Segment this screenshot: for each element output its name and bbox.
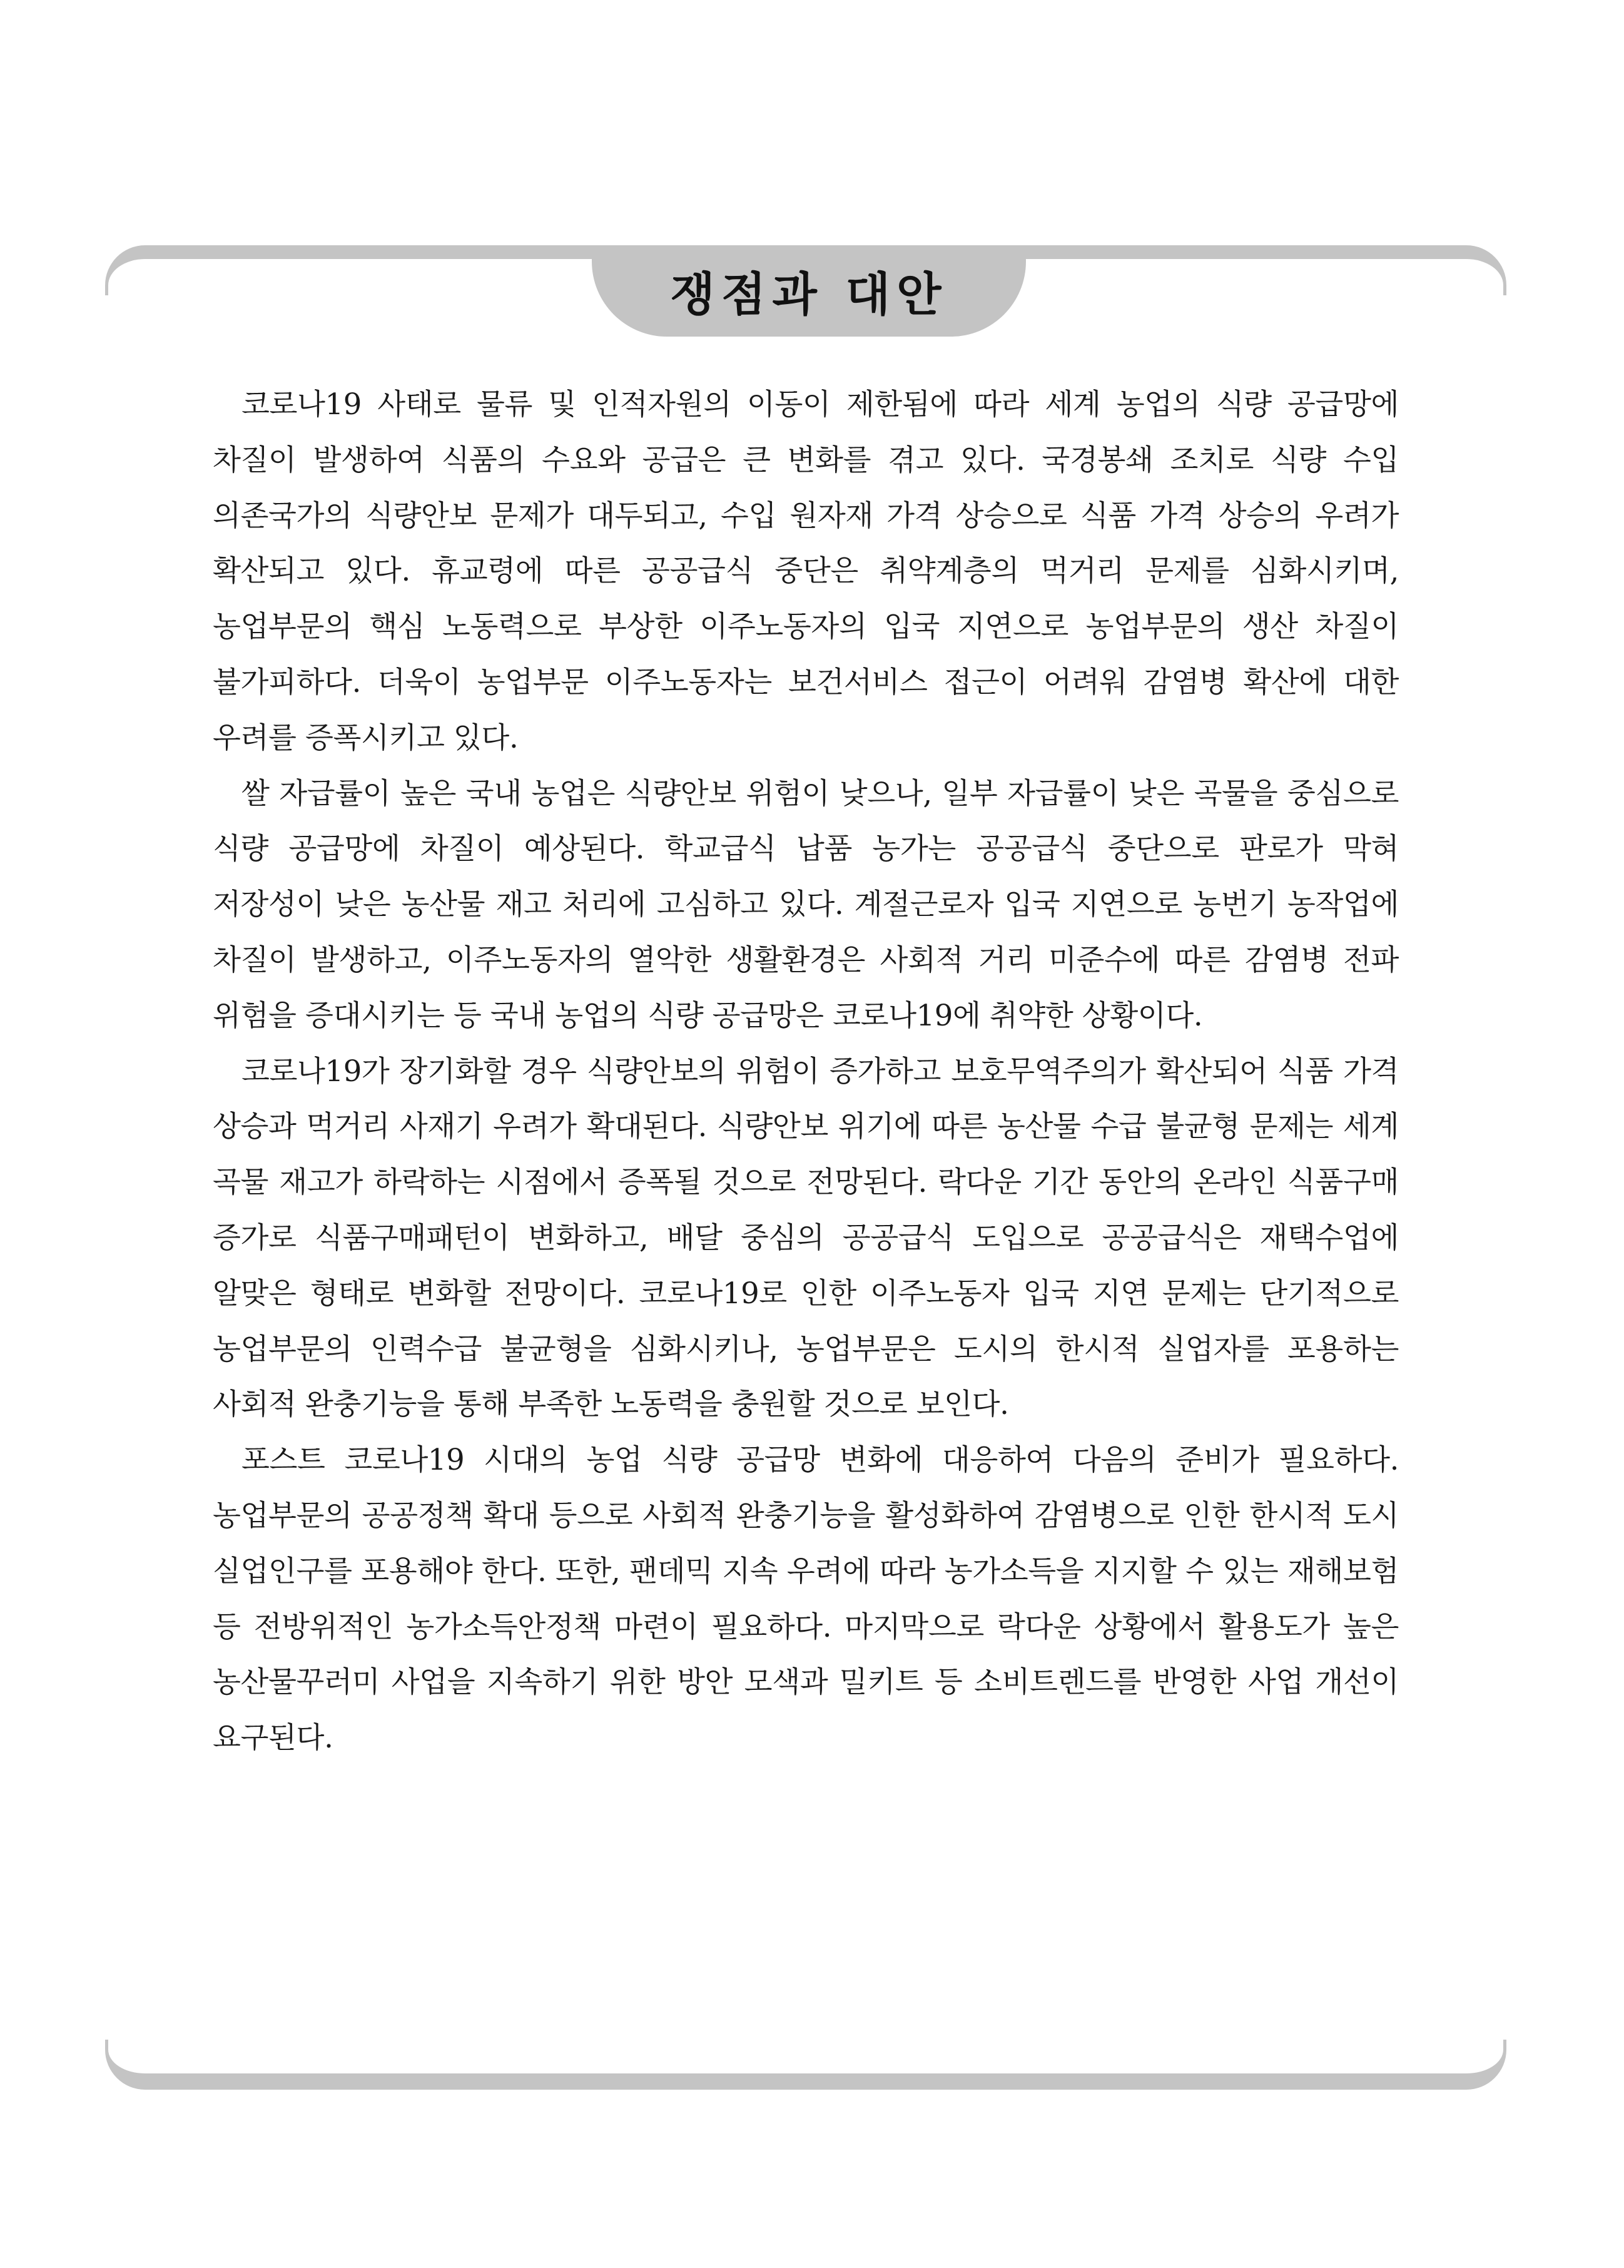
frame-bottom-border <box>105 2040 1506 2090</box>
section-title: 쟁점과 대안 <box>670 268 948 322</box>
section-title-tab <box>592 245 1026 337</box>
paragraph-4: 포스트 코로나19 시대의 농업 식량 공급망 변화에 대응하여 다음의 준비가 필요하다. 농업부문의 공공정책 확대 등으로 사회적 완충기능을 활성화하여 감염병으로 인한 한시적 도시 실업인구를 포용해야 한다. 또한, 팬데믹 지속 우려에 따라 농가소득을 지지할 수 있는 재해보험 등 전방위적인 농가소득안정책 마련이 필요하다. 마지막으로 락다운 상황에서 활용도가 높은 농산물꾸러미 사업을 지속하기 위한 방안 모색과 밀키트 등 소비트렌드를 반영한 사업 개선이 요구된다. <box>213 1443 1399 1755</box>
section-frame <box>105 245 1506 2090</box>
paragraph-3: 코로나19가 장기화할 경우 식량안보의 위험이 증가하고 보호무역주의가 확산되어 식품 가격 상승과 먹거리 사재기 우려가 확대된다. 식량안보 위기에 따른 농산물 수급 불균형 문제는 세계 곡물 재고가 하락하는 시점에서 증폭될 것으로 전망된다. 락다운 기간 동안의 온라인 식품구매 증가로 식품구매패턴이 변화하고, 배달 중심의 공공급식 도입으로 공공급식은 재택수업에 알맞은 형태로 변화할 전망이다. 코로나19로 인한 이주노동자 입국 지연 문제는 단기적으로 농업부문의 인력수급 불균형을 심화시키나, 농업부문은 도시의 한시적 실업자를 포용하는 사회적 완충기능을 통해 부족한 노동력을 충원할 것으로 보인다. <box>213 1054 1399 1421</box>
paragraph-1: 코로나19 사태로 물류 및 인적자원의 이동이 제한됨에 따라 세계 농업의 식량 공급망에 차질이 발생하여 식품의 수요와 공급은 큰 변화를 겪고 있다. 국경봉쇄 조치로 식량 수입 의존국가의 식량안보 문제가 대두되고, 수입 원자재 가격 상승으로 식품 가격 상승의 우려가 확산되고 있다. 휴교령에 따른 공공급식 중단은 취약계층의 먹거리 문제를 심화시키며, 농업부문의 핵심 노동력으로 부상한 이주노동자의 입국 지연으로 농업부문의 생산 차질이 불가피하다. 더욱이 농업부문 이주노동자는 보건서비스 접근이 어려워 감염병 확산에 대한 우려를 증폭시키고 있다. <box>213 387 1399 755</box>
paragraph-2: 쌀 자급률이 높은 국내 농업은 식량안보 위험이 낮으나, 일부 자급률이 낮은 곡물을 중심으로 식량 공급망에 차질이 예상된다. 학교급식 납품 농가는 공공급식 중단으로 판로가 막혀 저장성이 낮은 농산물 재고 처리에 고심하고 있다. 계절근로자 입국 지연으로 농번기 농작업에 차질이 발생하고, 이주노동자의 열악한 생활환경은 사회적 거리 미준수에 따른 감염병 전파 위험을 증대시키는 등 국내 농업의 식량 공급망은 코로나19에 취약한 상황이다. <box>213 776 1399 1032</box>
section-body <box>213 377 1399 1766</box>
